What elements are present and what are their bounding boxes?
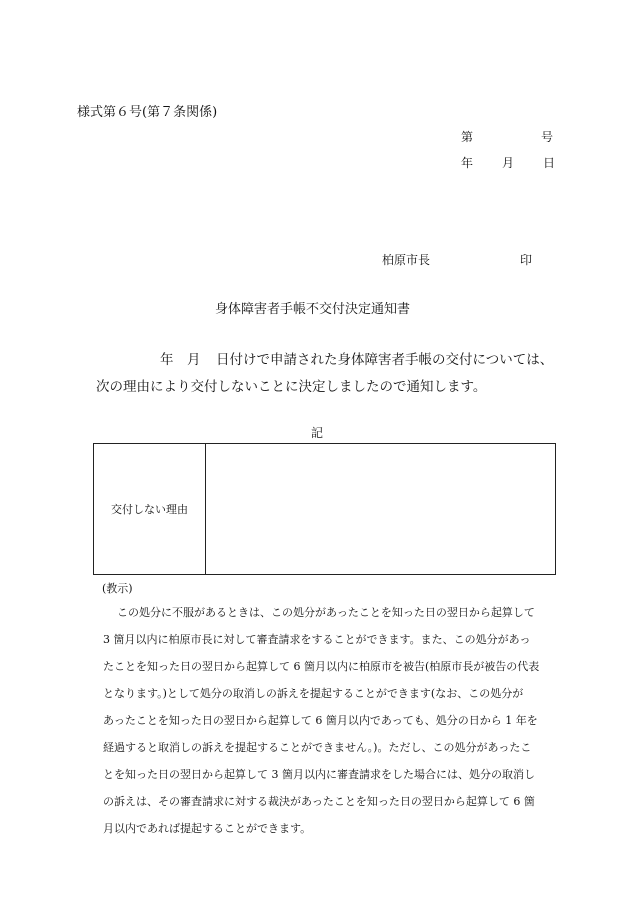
date-day-label: 日 [543, 156, 556, 170]
document-number-prefix: 第 [461, 130, 474, 144]
reason-value-cell [206, 444, 555, 574]
reason-table [93, 443, 556, 575]
document-number-suffix: 号 [541, 130, 554, 144]
intro-line-1-text: 日付けで申請された身体障害者手帳の交付については、 [216, 352, 554, 368]
notice-line: たことを知った日の翌日から起算して 6 箇月以内に柏原市を被告(柏原市長が被告の代表 [103, 660, 540, 673]
date-year-label: 年 [461, 156, 474, 170]
reason-label-cell [94, 444, 206, 574]
notice-heading: (教示) [102, 582, 133, 595]
intro-line-2: 次の理由により交付しないことに決定しましたので通知します。 [96, 379, 487, 395]
reason-label-text: 交付しない理由 [111, 503, 188, 516]
intro-month-label: 月 [187, 352, 201, 368]
notice-line: 月以内であれば提起することができます。 [103, 822, 312, 835]
issuer-name: 柏原市長 [382, 253, 431, 267]
ki-heading: 記 [311, 426, 324, 440]
document-title: 身体障害者手帳不交付決定通知書 [215, 302, 411, 317]
notice-line: あったことを知った日の翌日から起算して 6 箇月以内であっても、処分の日から 1 年を [103, 714, 538, 727]
notice-line: 3 箇月以内に柏原市長に対して審査請求をすることができます。また、この処分があっ [103, 633, 531, 646]
seal-mark: 印 [520, 253, 533, 267]
notice-line: の訴えは、その審査請求に対する裁決があったことを知った日の翌日から起算して 6 箇 [103, 795, 535, 808]
date-month-label: 月 [502, 156, 515, 170]
form-number-label: 様式第６号(第７条関係) [77, 105, 218, 120]
intro-year-label: 年 [160, 352, 174, 368]
notice-line: この処分に不服があるときは、この処分があったことを知った日の翌日から起算して [117, 606, 535, 619]
notice-line: となります。)として処分の取消しの訴えを提起することができます(なお、この処分が [103, 687, 524, 700]
notice-line: とを知った日の翌日から起算して 3 箇月以内に審査請求をした場合には、処分の取消し [103, 768, 535, 781]
notice-line: 経過すると取消しの訴えを提起することができません。)。ただし、この処分があったこ [103, 741, 532, 754]
